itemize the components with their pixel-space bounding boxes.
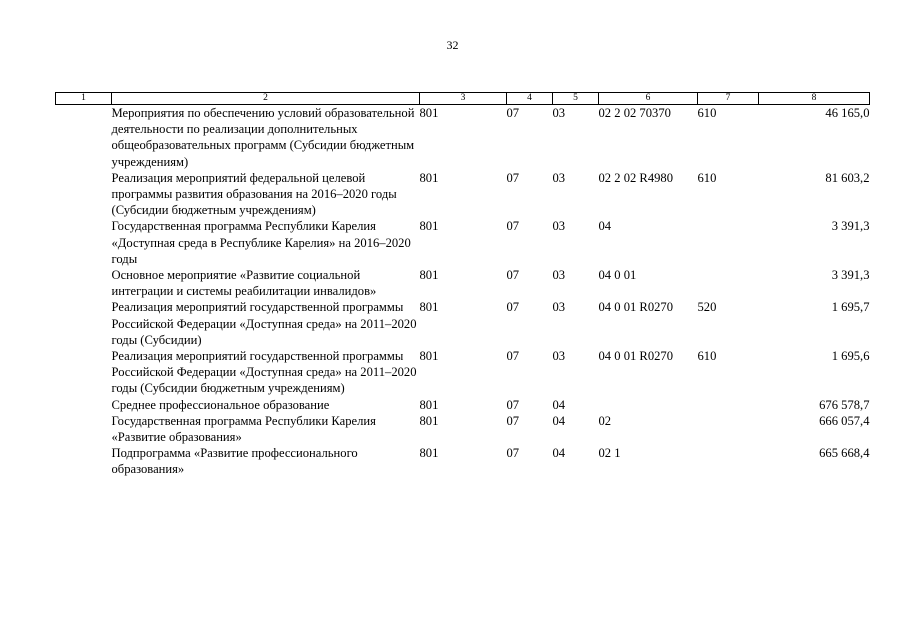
cell-item-name: Реализация мероприятий государственной программы Российской Федерации «Доступная среда» на 2011–2020 годы (Субсидии бюджетным учреждениям)	[111, 349, 417, 396]
cell-target-article: 04	[598, 219, 612, 234]
header-col-1: 1	[56, 93, 112, 105]
cell-ministry-code: 801	[419, 106, 439, 120]
cell-target-article: 04 0 01 R0270	[598, 349, 674, 364]
cell-expense-type: 610	[697, 170, 717, 185]
cell-ministry-code: 801	[419, 170, 439, 185]
cell-expense-type	[698, 267, 759, 299]
cell-item-name: Основное мероприятие «Развитие социальной интеграции и системы реабилитации инвалидов»	[111, 268, 377, 299]
cell-ministry-code: 801	[419, 413, 439, 428]
page-number: 32	[446, 38, 459, 52]
cell-target-article: 04 0 01 R0270	[598, 300, 674, 315]
table-body	[56, 105, 870, 478]
cell-expense-type	[698, 218, 759, 267]
cell-col-1	[56, 218, 112, 267]
table-row	[56, 267, 870, 299]
cell-target-article: 02 1	[598, 446, 621, 461]
cell-section-code: 07	[506, 446, 520, 461]
header-col-6: 6	[599, 93, 698, 105]
cell-section-code: 07	[506, 397, 520, 412]
cell-col-1	[56, 445, 112, 477]
cell-ministry-code: 801	[419, 268, 439, 283]
cell-ministry-code: 801	[419, 446, 439, 461]
table-row	[56, 299, 870, 348]
cell-target-article	[599, 397, 698, 413]
cell-section-code: 07	[506, 268, 520, 283]
cell-amount: 666 057,4	[819, 413, 870, 428]
cell-ministry-code: 801	[419, 397, 439, 412]
header-col-7: 7	[698, 93, 759, 105]
cell-item-name: Среднее профессиональное образование	[111, 397, 330, 412]
cell-ministry-code: 801	[419, 349, 439, 364]
header-col-5: 5	[553, 93, 599, 105]
cell-amount: 3 391,3	[831, 219, 870, 234]
cell-target-article: 04 0 01	[598, 268, 637, 283]
cell-col-1	[56, 105, 112, 170]
cell-section-code: 07	[506, 219, 520, 234]
cell-subsection-code: 04	[552, 397, 566, 412]
table-row	[56, 397, 870, 413]
cell-subsection-code: 04	[552, 413, 566, 428]
table-row	[56, 218, 870, 267]
cell-item-name: Мероприятия по обеспечению условий образовательной деятельности по реализации дополнительных общеобразовательных программ (Субсидии бюджетным учреждениям)	[111, 106, 415, 169]
budget-table	[55, 92, 870, 478]
cell-item-name: Государственная программа Республики Карелия «Доступная среда в Республике Карелия» на 2016–2020 годы	[111, 219, 411, 266]
cell-item-name: Подпрограмма «Развитие профессионального образования»	[111, 446, 358, 477]
column-number-header-row	[56, 93, 870, 105]
cell-amount: 665 668,4	[819, 446, 870, 461]
cell-amount: 676 578,7	[819, 397, 870, 412]
cell-item-name: Государственная программа Республики Карелия «Развитие образования»	[111, 413, 376, 445]
cell-col-1	[56, 413, 112, 445]
cell-expense-type	[698, 413, 759, 445]
cell-target-article: 02	[598, 413, 612, 428]
cell-expense-type	[698, 445, 759, 477]
cell-ministry-code: 801	[419, 300, 439, 315]
cell-col-1	[56, 267, 112, 299]
cell-section-code: 07	[506, 300, 520, 315]
header-col-2: 2	[112, 93, 420, 105]
cell-subsection-code: 03	[552, 106, 566, 120]
table-row	[56, 170, 870, 219]
header-col-8: 8	[759, 93, 870, 105]
cell-col-1	[56, 299, 112, 348]
table-row	[56, 348, 870, 397]
cell-section-code: 07	[506, 349, 520, 364]
table-row	[56, 105, 870, 170]
table-row	[56, 413, 870, 445]
cell-amount: 1 695,6	[831, 349, 870, 364]
cell-subsection-code: 03	[552, 170, 566, 185]
cell-col-1	[56, 170, 112, 219]
cell-subsection-code: 03	[552, 268, 566, 283]
cell-subsection-code: 03	[552, 219, 566, 234]
cell-amount: 1 695,7	[831, 300, 870, 315]
cell-expense-type	[698, 397, 759, 413]
cell-expense-type: 610	[697, 106, 717, 120]
cell-section-code: 07	[506, 170, 520, 185]
cell-target-article: 02 2 02 70370	[598, 106, 671, 120]
header-col-3: 3	[420, 93, 507, 105]
cell-target-article: 02 2 02 R4980	[598, 170, 674, 185]
table-row	[56, 445, 870, 477]
cell-col-1	[56, 397, 112, 413]
cell-item-name: Реализация мероприятий федеральной целевой программы развития образования на 2016–2020 годы (Субсидии бюджетным учреждениям)	[111, 170, 397, 218]
cell-subsection-code: 03	[552, 349, 566, 364]
cell-subsection-code: 03	[552, 300, 566, 315]
cell-expense-type: 610	[697, 349, 717, 364]
cell-item-name: Реализация мероприятий государственной программы Российской Федерации «Доступная среда» на 2011–2020 годы (Субсидии)	[111, 300, 417, 347]
cell-col-1	[56, 348, 112, 397]
header-col-4: 4	[507, 93, 553, 105]
cell-ministry-code: 801	[419, 219, 439, 234]
cell-section-code: 07	[506, 106, 520, 120]
cell-amount: 3 391,3	[831, 268, 870, 283]
cell-amount: 81 603,2	[825, 170, 870, 185]
cell-expense-type: 520	[697, 300, 717, 315]
cell-amount: 46 165,0	[825, 106, 870, 120]
cell-subsection-code: 04	[552, 446, 566, 461]
cell-section-code: 07	[506, 413, 520, 428]
